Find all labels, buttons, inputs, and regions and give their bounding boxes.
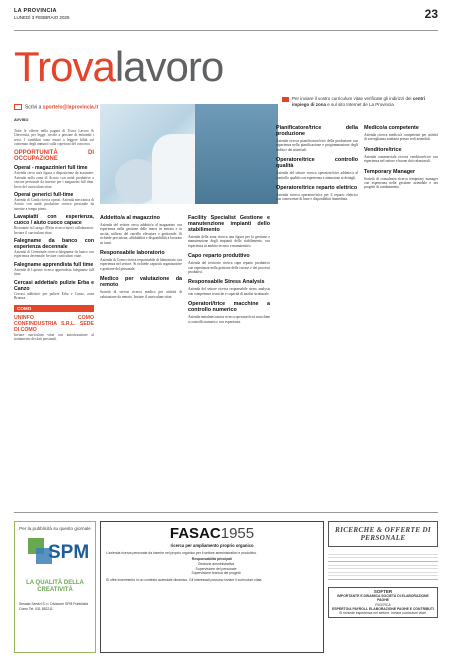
column-3: Facility Specialist Gestione e manutenzione impianti dello stabilimento Azienda della zona ricerca una figura per la gestione e manutenzione degli impianti dello stabilimento, con esperienza in ambito tecnico e manutentivo. Capo reparto produttivo Azienda del territorio ricerca capo reparto produttivo con esperienza nella gestione delle risorse e dei processi produttivi. Responsabile Stress Analysis Azienda del settore ricerca responsabile stress analysis con competenze tecniche e capacità di analisi strutturale. Operatori/trice macchine a controllo numerico Azienda metalmeccanica ricerca operatori/trici macchine a controllo numerico con esperienza.	[188, 215, 271, 324]
spm-ad[interactable]: Per la pubblicità su questo giornale SPM LA QUALITÀ DELLA CREATIVITÀ Sesaab Servizi S.r.l. Divisione SPM Pubblicità Como Tel. 031 582211	[14, 521, 96, 653]
list-item: Supervisione del personale	[195, 566, 237, 571]
job-item: Operai - magazzinieri full time Azienda cerca un/a figura a disposizione da assumere. Azienda nella zona di Arosio con unità produttive a cercare personale da inserire per i magazzini full time. Invio del curriculum vitae.	[14, 165, 94, 189]
page-number: 23	[424, 7, 438, 21]
info-icon	[282, 97, 289, 102]
notice-text: Tutte le offerte nella pagina di Trova Lavoro & Università, per legge, rivolte a persone di entrambi i sessi. I candidati sono tenuti a leggere bilità sul contenuto degli annunci sulla copertura del concorso.	[14, 128, 94, 147]
contact-email[interactable]: sportelo@laprovincia.it	[42, 104, 99, 111]
column-5: Medico/a competente Azienda ricerca medico/a competente per attività di sorveglianza sanitaria presso sedi aziendali. Venditore/trice Azienda commerciale ricerca venditore/trice con esperienza nel settore e buone doti relazionali. Temporary Manager Società di consulenza ricerca temporary manager con esperienza nella gestione aziendale e nei progetti di cambiamento.	[364, 125, 438, 190]
fasac-ad[interactable]: FASAC1955 ricerca per ampliamento proprio organico L'azienda ricerca personale da inserire nel proprio organico per il settore amministrativo e produttivo. Responsabilità principali Gestione amministrativa Supervisione del personale Supervisione tecnica dei progetti Si offre inserimento in un contesto aziendale dinamico. Gli interessati possono inviare il curriculum vitae.	[100, 521, 324, 653]
company-name: UNINFO COMO CONFINDUSTRIA S.R.L. SEDE DI COMO	[14, 314, 94, 333]
spm-logo: SPM	[28, 538, 82, 574]
section-title-part2: lavoro	[114, 43, 224, 90]
right-ads	[328, 521, 438, 651]
company-text: Inviare curriculum vitae con autorizzazione al trattamento dei dati personali.	[14, 332, 94, 341]
column-1	[14, 118, 94, 343]
job-item: Operai generici full-time Azienda di Cantù ricerca operai. Azienda meccanica di Arosio con unità produttive ricerca personale da inserire a tempo pieno.	[14, 192, 94, 211]
location-bar: COMO	[14, 305, 94, 312]
top-note: Per inviare il vostro curriculum vitae verificate gli indirizzi dei centri impiego di zona e sul sito Internet de La Provincia	[292, 96, 437, 108]
notice-kicker: AVVISO	[14, 117, 29, 122]
column-4: Pianificatore/trice della produzione Azienda ricerca pianificatore/trice della produzione con esperienza nella pianificazione e programmazione degli ordini e dei materiali. Operatore/trice controllo qualità Azienda del settore ricerca operatore/trice addetto/a al controllo qualità con esperienza e attenzione ai dettagli. Operatore/trice reparto elettrico Azienda ricerca operatore/trice per il reparto elettrico con conoscenze di base e disponibilità immediata.	[276, 125, 358, 202]
job-item: Falegname da banco con esperienza decennale Azienda di Cermenate ricerca falegname da banco con esperienza decennale. Inviare curriculum vitae.	[14, 238, 94, 259]
page-header	[14, 8, 438, 31]
section-heading: OPPORTUNITÀ DI OCCUPAZIONE	[14, 150, 94, 163]
softer-ad[interactable]: SOFTER IMPORTANTE E DINAMICA SOCIETÀ DI ELABORAZIONE PAGHE RICERCA ESPERTO/A PAYROLL ELABORAZIONE PAGHE E CONTRIBUTI Si richiede esperienza nel settore. Inviare curriculum vitae.	[328, 587, 438, 618]
doctor-photo	[100, 104, 278, 204]
job-item: Falegname apprendista full time Azienda di Lipomo ricerca apprendista falegname full time.	[14, 261, 94, 277]
section-title	[14, 43, 224, 90]
fasac-logo: FASAC1955	[169, 525, 255, 542]
publication-name: LA PROVINCIA	[14, 8, 57, 14]
list-item: Gestione amministrativa	[197, 562, 235, 567]
ads-area	[14, 512, 438, 653]
ricerche-lines	[328, 551, 438, 583]
ricerche-title: RICERCHE & OFFERTE DI PERSONALE	[328, 521, 438, 547]
section-title-part1: Trova	[14, 43, 115, 90]
list-item: Supervisione tecnica dei progetti	[191, 570, 241, 575]
job-item: Lavapiatti con esperienza, cuoco / aiuto cuoco capace Ristorante in Lurago d'Erba ricerca nuovi collaboratori. Inviare il curriculum vitae.	[14, 214, 94, 235]
job-item: Cercasi addetta/o pulizie Erba e Canzo Cercasi addetta/o per pulizie Erba e Canzo, zona Brianza.	[14, 279, 94, 301]
mail-icon	[14, 104, 22, 110]
contact-row	[14, 104, 98, 110]
contact-label: Scrivi a	[25, 104, 42, 111]
column-2: Addetto/a al magazzino Azienda del settore cerca addetto/a al magazzino con esperienza nella gestione delle merci in entrata e in uscita, utilizzo del carrello elevatore e gestionale. Si richiede precisione, affidabilità e disponibilità a lavorare su turni. Responsabile laboratorio Azienda di Como ricerca responsabile di laboratorio con esperienza nel settore. Si richiede capacità organizzative e gestione del personale. Medico per valutazione da remoto Società di servizi ricerca medico per attività di valutazione da remoto. Inviare il curriculum vitae.	[100, 215, 182, 299]
publication-date: LUNEDÌ 3 FEBBRAIO 2025	[14, 15, 70, 20]
